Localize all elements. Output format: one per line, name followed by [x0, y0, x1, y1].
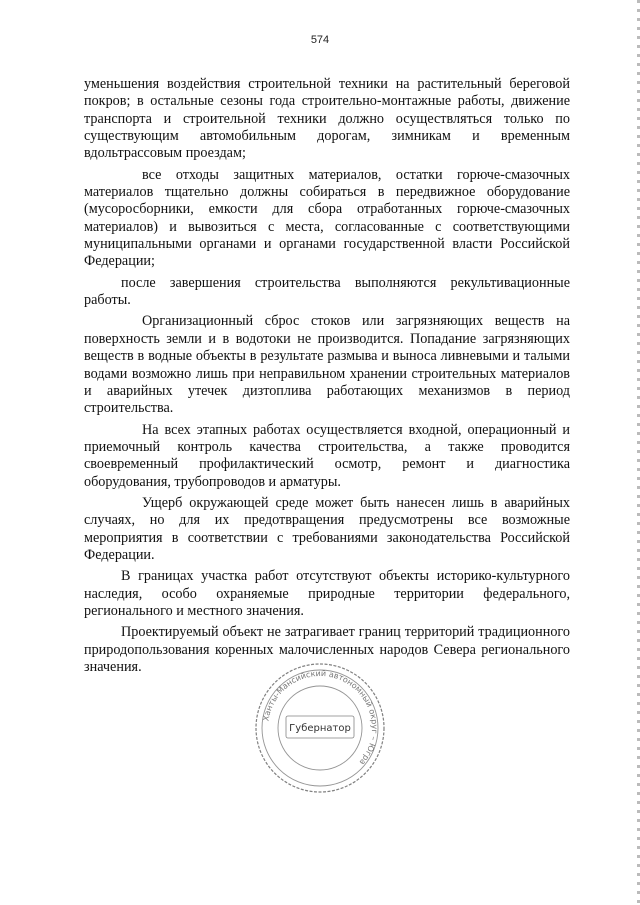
paragraph-7: В границах участка работ отсутствуют объекты историко-культурного наследия, особо охраняемые природные территории федерального, регионального и местного значения. [84, 568, 570, 619]
paragraph-2: все отходы защитных материалов, остатки горюче-смазочных материалов тщательно должны собираться в передвижное оборудование (мусоросборники, емкости для сбора отработанных горюче-смазочных материалов) и вывозиться с места, согласованные с соответствующими муниципальными органами и органами государственной власти Российской Федерации; [84, 166, 570, 270]
paragraph-8: Проектируемый объект не затрагивает границ территорий традиционного природопользования коренных малочисленных народов Севера регионального значения. [84, 624, 570, 675]
seal-ring-text: Ханты-Мансийский автономный округ – Югра [261, 668, 380, 767]
official-seal [253, 661, 387, 795]
paragraph-3: после завершения строительства выполняются рекультивационные работы. [84, 274, 570, 309]
seal-center-text: Губернатор [289, 723, 351, 734]
paragraph-5: На всех этапных работах осуществляется входной, операционный и приемочный контроль качества строительства, а также проводится своевременный профилактический осмотр, ремонт и диагностика оборудования, трубопроводов и арматуры. [84, 421, 570, 490]
page-number: 574 [310, 34, 330, 46]
document-body [84, 76, 570, 680]
paragraph-1: уменьшения воздействия строительной техники на растительный береговой покров; в остальные сезоны года строительно-монтажные работы, движение транспорта и строительной техники должно осуществляться только по существующим автомобильным дорогам, зимникам и временным вдольтрассовым проездам; [84, 76, 570, 162]
paragraph-6: Ущерб окружающей среде может быть нанесен лишь в аварийных случаях, но для их предотвращения предусмотрены все возможные мероприятия в соответствии с требованиями законодательства Российской Федерации. [84, 494, 570, 563]
paragraph-4: Организационный сброс стоков или загрязняющих веществ на поверхность земли и в водотоки не производится. Попадание загрязняющих веществ в водные объекты в результате размыва и выноса ливневыми и талыми водами возможно лишь при неправильном хранении строительных материалов и аварийных утечек дизтоплива работающих механизмов в период строительства. [84, 313, 570, 417]
